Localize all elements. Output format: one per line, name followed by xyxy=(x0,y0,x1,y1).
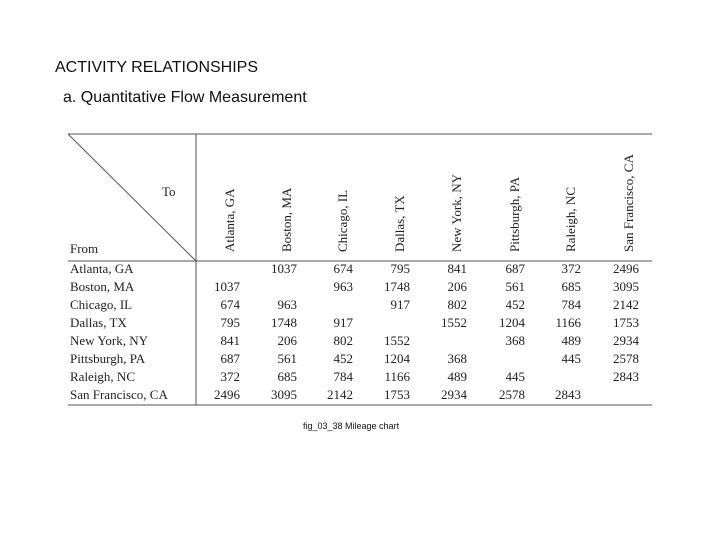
table-row xyxy=(70,351,639,366)
table-cell: 372 xyxy=(220,369,240,384)
table-row xyxy=(70,297,639,312)
table-cell: 445 xyxy=(561,351,581,366)
section-subheading: a. Quantitative Flow Measurement xyxy=(63,89,307,106)
from-label: From xyxy=(70,241,99,256)
column-header: San Francisco, CA xyxy=(621,154,636,252)
table-cell: 452 xyxy=(333,351,353,366)
table-cell: 2934 xyxy=(441,387,467,402)
table-cell: 1753 xyxy=(613,315,639,330)
row-label: Atlanta, GA xyxy=(70,261,134,276)
table-cell: 1166 xyxy=(555,315,581,330)
table-cell: 1753 xyxy=(384,387,410,402)
table-row xyxy=(70,279,639,294)
column-header: Dallas, TX xyxy=(392,195,407,252)
column-header: New York, NY xyxy=(449,173,464,252)
table-cell: 372 xyxy=(561,261,581,276)
table-cell: 206 xyxy=(447,279,467,294)
table-cell: 687 xyxy=(505,261,525,276)
table-cell: 1204 xyxy=(384,351,410,366)
table-cell: 489 xyxy=(447,369,467,384)
table-cell: 795 xyxy=(390,261,410,276)
table-cell: 685 xyxy=(561,279,581,294)
table-row xyxy=(70,387,581,402)
table-cell: 2496 xyxy=(214,387,240,402)
column-header: Boston, MA xyxy=(279,187,294,252)
table-row xyxy=(70,369,639,384)
table-cell: 963 xyxy=(333,279,353,294)
table-cell: 1166 xyxy=(384,369,410,384)
table-cell: 561 xyxy=(505,279,525,294)
table-row xyxy=(70,261,640,276)
table-cell: 802 xyxy=(333,333,353,348)
column-header: Pittsburgh, PA xyxy=(507,176,522,252)
table-cell: 1037 xyxy=(214,279,240,294)
row-label: Pittsburgh, PA xyxy=(70,351,146,366)
table-cell: 2843 xyxy=(555,387,581,402)
row-label: San Francisco, CA xyxy=(70,387,168,402)
table-cell: 1748 xyxy=(384,279,410,294)
table-cell: 795 xyxy=(220,315,240,330)
table-cell: 784 xyxy=(561,297,581,312)
table-cell: 2142 xyxy=(613,297,639,312)
row-label: Dallas, TX xyxy=(70,315,127,330)
table-cell: 1037 xyxy=(271,261,297,276)
row-label: Raleigh, NC xyxy=(70,369,135,384)
table-row xyxy=(70,315,639,330)
table-cell: 841 xyxy=(220,333,240,348)
table-cell: 2496 xyxy=(613,261,639,276)
column-header: Raleigh, NC xyxy=(563,187,578,252)
table-cell: 2578 xyxy=(499,387,525,402)
table-cell: 2578 xyxy=(613,351,639,366)
table-cell: 2934 xyxy=(613,333,639,348)
page-heading: ACTIVITY RELATIONSHIPS xyxy=(55,59,259,76)
table-cell: 3095 xyxy=(613,279,639,294)
table-cell: 3095 xyxy=(271,387,297,402)
column-headers xyxy=(222,154,636,252)
table-cell: 917 xyxy=(390,297,410,312)
table-cell: 206 xyxy=(277,333,297,348)
table-cell: 685 xyxy=(277,369,297,384)
table-cell: 917 xyxy=(333,315,353,330)
table-cell: 1552 xyxy=(384,333,410,348)
table-cell: 2843 xyxy=(613,369,639,384)
column-header: Atlanta, GA xyxy=(222,188,237,252)
table-cell: 561 xyxy=(277,351,297,366)
table-cell: 674 xyxy=(333,261,353,276)
table-cell: 368 xyxy=(505,333,525,348)
table-cell: 841 xyxy=(447,261,467,276)
table-cell: 1552 xyxy=(441,315,467,330)
row-label: Chicago, IL xyxy=(70,297,133,312)
table-cell: 1204 xyxy=(499,315,525,330)
table-cell: 445 xyxy=(505,369,525,384)
figure-caption: fig_03_38 Mileage chart xyxy=(303,421,400,431)
table-cell: 784 xyxy=(333,369,353,384)
row-label: New York, NY xyxy=(70,333,149,348)
table-cell: 1748 xyxy=(271,315,297,330)
table-cell: 963 xyxy=(277,297,297,312)
table-cell: 674 xyxy=(220,297,240,312)
to-label: To xyxy=(162,184,176,199)
row-label: Boston, MA xyxy=(70,279,135,294)
table-cell: 368 xyxy=(447,351,467,366)
table-cell: 687 xyxy=(220,351,240,366)
table-row xyxy=(70,333,640,348)
table-cell: 2142 xyxy=(327,387,353,402)
column-header: Chicago, IL xyxy=(335,189,350,252)
table-cell: 489 xyxy=(561,333,581,348)
table-cell: 452 xyxy=(505,297,525,312)
matrix-rows xyxy=(70,261,640,402)
table-cell: 802 xyxy=(447,297,467,312)
